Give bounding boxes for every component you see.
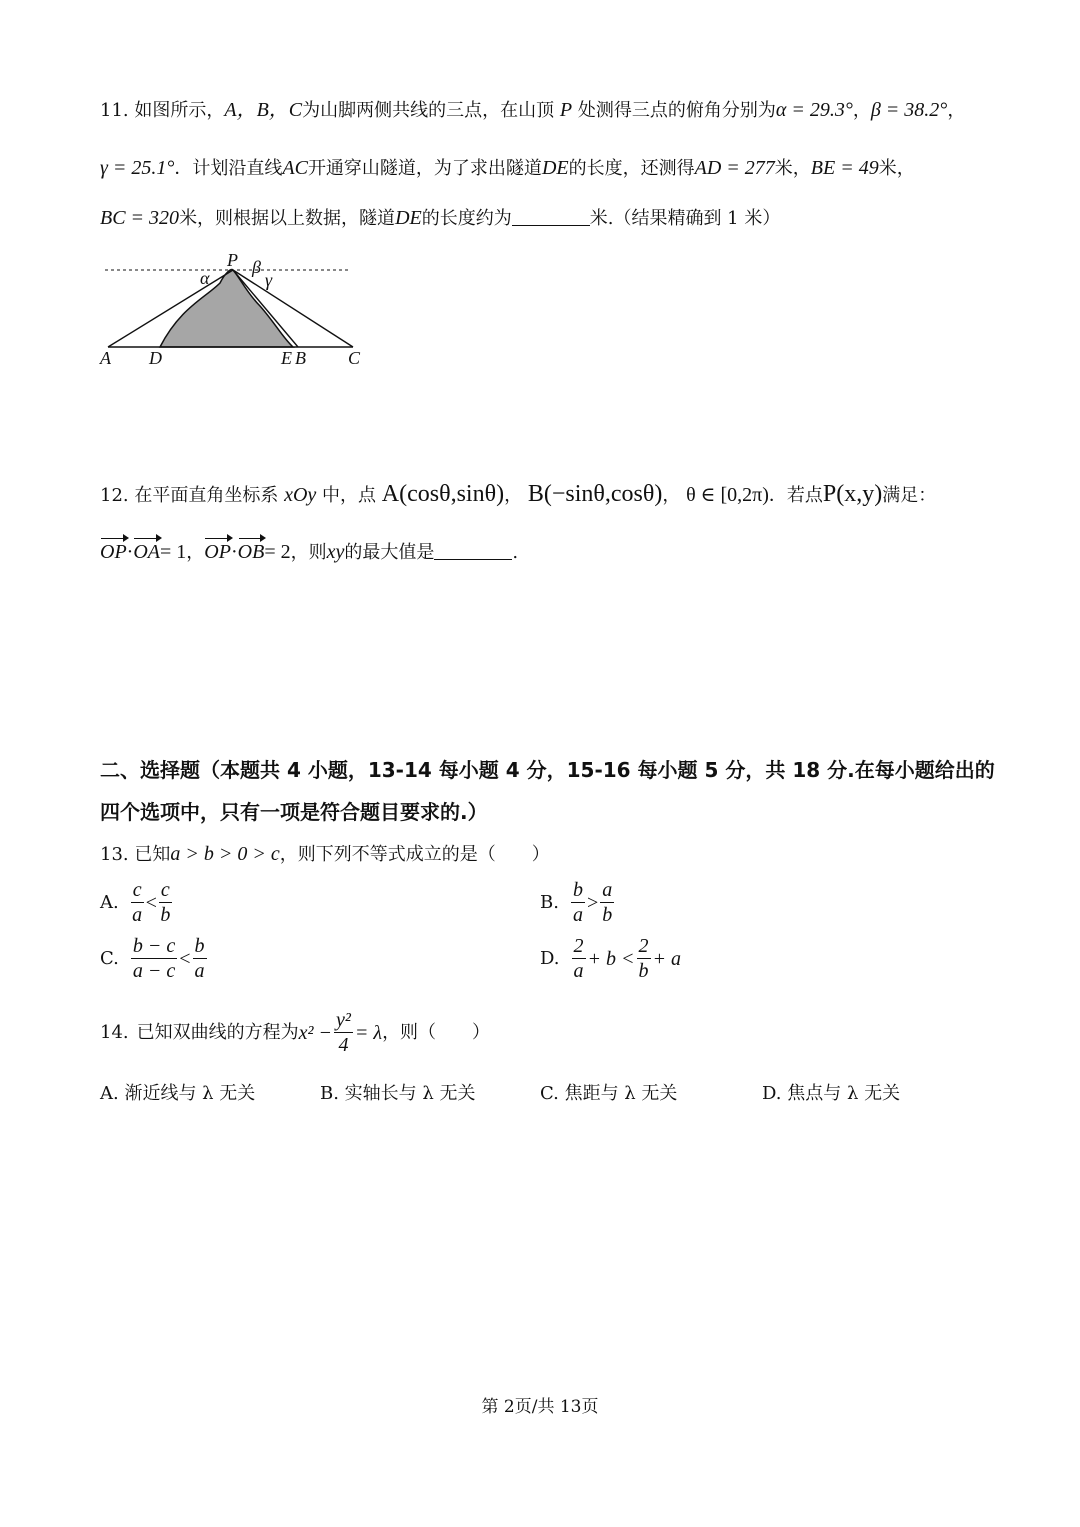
q11-unit: 米 <box>878 158 897 179</box>
denominator: a <box>132 904 143 926</box>
q11-line2: γ = 25.1°．计划沿直线AC开通穿山隧道，为了求出隧道DE的长度，还测得AD = 277米，BE = 49米， <box>100 157 915 179</box>
q11-bc: BC = 320 <box>100 207 180 229</box>
q11-abc: A，B，C <box>224 99 303 121</box>
q12-text: 的最大值是 <box>344 542 435 563</box>
fraction <box>131 878 144 927</box>
vector-op: OP <box>204 541 231 563</box>
q13-option-c[interactable] <box>100 934 209 983</box>
mountain-shape <box>160 270 293 347</box>
q11-text: 处测得三点的俯角分别为 <box>577 100 776 121</box>
q13-number: 13. <box>100 844 129 865</box>
numerator: c <box>132 879 142 901</box>
q11-line3 <box>100 206 780 231</box>
q11-alpha: α = 29.3° <box>775 99 853 121</box>
answer-blank[interactable] <box>434 541 512 560</box>
q12-text: ．若点 <box>768 485 823 506</box>
q13-text: ，则下列不等式成立的是（ ） <box>279 844 550 865</box>
label-c: C <box>348 348 361 368</box>
q14-option-d[interactable]: D. 焦点与 λ 无关 <box>762 1083 901 1104</box>
fraction <box>131 934 177 983</box>
numerator: y² <box>336 1009 351 1031</box>
q12-eq1: = 1 <box>160 541 187 563</box>
q12-text: 满足： <box>882 485 937 506</box>
q12-text: 在平面直角坐标系 <box>134 485 279 506</box>
q12-eq2: = 2 <box>264 541 291 563</box>
numerator: 2 <box>638 935 649 957</box>
q11-text: ．计划沿直线 <box>174 158 283 179</box>
q11-be: BE = 49 <box>810 157 879 179</box>
mountain-figure <box>95 248 375 373</box>
denominator: a − c <box>132 960 176 982</box>
q14-text: 已知双曲线的方程为 <box>136 1021 299 1043</box>
denominator: 4 <box>338 1034 349 1056</box>
answer-blank[interactable] <box>512 207 590 226</box>
label-d: D <box>149 348 162 368</box>
q11-p: P <box>559 99 573 121</box>
q11-number: 11. <box>100 100 129 121</box>
q11-beta: β = 38.2° <box>870 99 948 121</box>
q11-line1: 11. 如图所示，A，B，C为山脚两侧共线的三点，在山顶 P 处测得三点的俯角分别为α = 29.3°，β = 38.2°， <box>100 99 966 121</box>
section-header-line2: 四个选项中，只有一项是符合题目要求的.） <box>100 800 488 824</box>
q14-option-b[interactable]: B. 实轴长与 λ 无关 <box>320 1083 476 1104</box>
q11-text: 开通穿山隧道，为了求出隧道 <box>307 158 542 179</box>
q14-eq: = λ <box>354 1021 383 1044</box>
section-header-line1: 二、选择题（本题共 4 小题，13-14 每小题 4 分，15-16 每小题 5 分，共 18 分.在每小题给出的 <box>100 758 995 782</box>
q11-ac: AC <box>282 157 308 179</box>
q14-number: 14. <box>100 1021 129 1043</box>
q11-de: DE <box>395 207 422 229</box>
q12-line1: 12. 在平面直角坐标系 xOy 中，点 A(cosθ,sinθ)， B(−sinθ,cosθ)， θ ∈ [0,2π)．若点P(x,y)满足： <box>100 481 937 507</box>
q11-text: 如图所示， <box>134 100 225 121</box>
q11-unit: 米 <box>774 158 793 179</box>
denominator: a <box>194 960 205 982</box>
operator: < <box>179 947 191 970</box>
numerator: b <box>194 935 205 957</box>
q14-text: ，则（ ） <box>382 1021 491 1043</box>
operator: + a <box>652 947 682 970</box>
q13-text: 已知 <box>134 844 171 865</box>
q11-text: 米.（结果精确到 1 米） <box>589 208 781 229</box>
q13-condition: a > b > 0 > c <box>170 843 280 865</box>
q11-text: 的长度，还测得 <box>568 158 695 179</box>
denominator: b <box>638 960 649 982</box>
label-gamma: γ <box>265 270 273 290</box>
label-e: E <box>281 348 292 368</box>
operator: > <box>586 891 599 914</box>
option-label: C. <box>100 947 119 969</box>
q11-text: 为山脚两侧共线的三点，在山顶 <box>302 100 555 121</box>
q14-x2: x² − <box>298 1021 333 1044</box>
numerator: a <box>602 879 613 901</box>
denominator: a <box>573 960 584 982</box>
q11-gamma: γ = 25.1° <box>100 157 175 179</box>
label-beta: β <box>252 257 261 277</box>
label-alpha: α <box>200 268 210 288</box>
operator: + b < <box>587 947 635 970</box>
fraction <box>572 934 586 983</box>
q12-number: 12. <box>100 485 129 506</box>
fraction <box>193 934 207 983</box>
q12-point-p: P(x,y) <box>822 481 883 507</box>
q12-xy: xy <box>326 541 345 563</box>
q12-range: θ ∈ [0,2π) <box>686 484 769 506</box>
q13-option-d[interactable] <box>540 934 681 983</box>
q11-ad: AD = 277 <box>694 157 775 179</box>
label-b: B <box>295 348 306 368</box>
q14-option-a[interactable]: A. 渐近线与 λ 无关 <box>100 1083 256 1104</box>
page-footer: 第 2页/共 13页 <box>481 1397 599 1417</box>
numerator: b <box>572 879 583 901</box>
numerator: c <box>160 879 170 901</box>
q13-stem <box>100 842 550 867</box>
q14-stem <box>100 1008 490 1057</box>
fraction <box>637 934 651 983</box>
numerator: 2 <box>573 935 584 957</box>
q11-text: 米，则根据以上数据，隧道 <box>179 208 396 229</box>
vector-op: OP <box>100 541 127 563</box>
vector-ob: OB <box>237 541 265 563</box>
label-p: P <box>227 250 238 270</box>
q12-line2: OP·OA= 1，OP·OB= 2，则xy的最大值是 . <box>100 541 519 563</box>
vector-oa: OA <box>133 541 161 563</box>
denominator: b <box>160 904 171 926</box>
q11-text: 的长度约为 <box>421 208 512 229</box>
q12-point-b: B(−sinθ,cosθ) <box>527 481 663 507</box>
fraction <box>159 878 172 927</box>
option-label: A. <box>100 891 119 913</box>
fraction <box>600 878 614 927</box>
q14-option-c[interactable]: C. 焦距与 λ 无关 <box>540 1083 678 1104</box>
q12-xoy: xOy <box>284 484 317 506</box>
q12-text: 中，点 <box>322 485 377 506</box>
q12-text: ，则 <box>290 542 327 563</box>
q12-point-a: A(cosθ,sinθ) <box>381 481 505 507</box>
q13-option-b[interactable] <box>540 878 616 927</box>
q13-option-a[interactable] <box>100 878 174 927</box>
label-a: A <box>100 348 111 368</box>
option-label: D. <box>540 947 560 969</box>
denominator: a <box>572 904 583 926</box>
numerator: b − c <box>132 935 176 957</box>
option-label: B. <box>540 891 559 913</box>
operator: < <box>145 891 157 914</box>
q11-de: DE <box>541 157 569 179</box>
fraction <box>334 1008 353 1057</box>
fraction <box>571 878 585 927</box>
denominator: b <box>602 904 613 926</box>
